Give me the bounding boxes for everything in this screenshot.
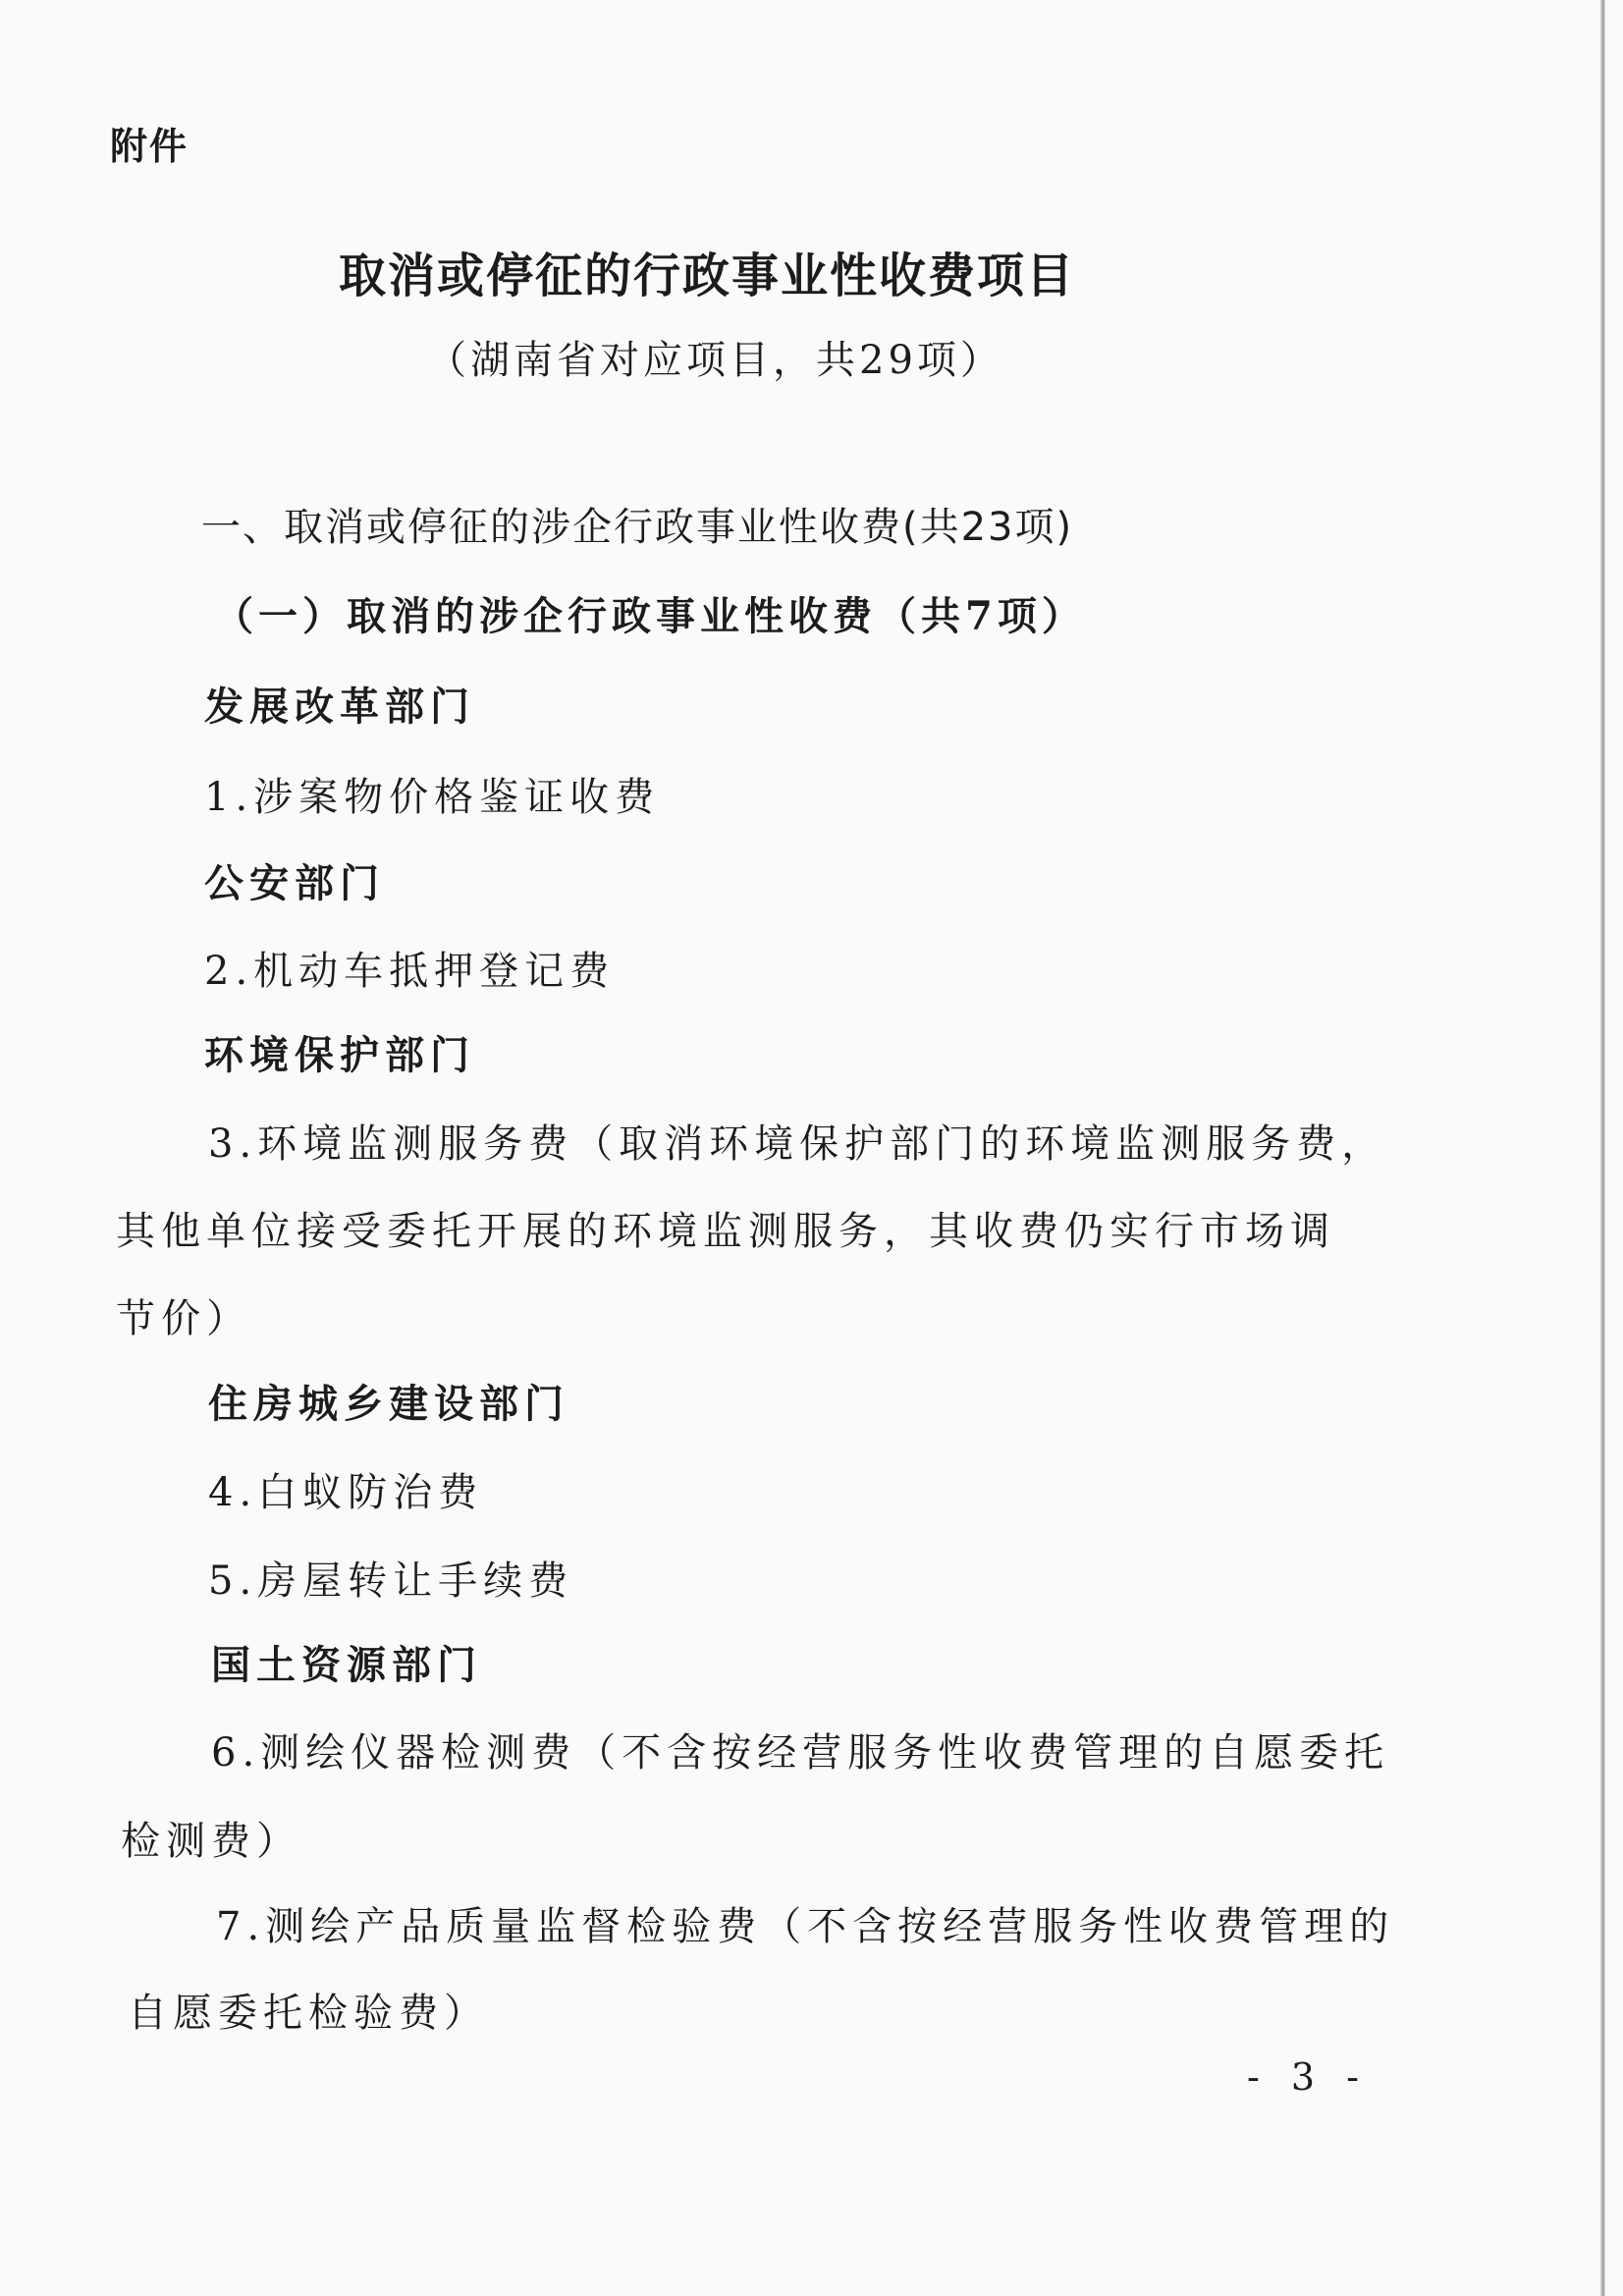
section-heading: 一、取消或停征的涉企行政事业性收费(共23项)	[201, 505, 1074, 550]
fee-item: 5.房屋转让手续费	[208, 1558, 574, 1604]
fee-item-line: 3.环境监测服务费（取消环境保护部门的环境监测服务费，	[208, 1121, 1387, 1167]
fee-item-line: 其他单位接受委托开展的环境监测服务，其收费仍实行市场调	[116, 1209, 1335, 1254]
department-heading: 公安部门	[204, 860, 385, 906]
page-edge	[1600, 0, 1605, 2296]
fee-item-line: 检测费）	[121, 1819, 301, 1864]
fee-item: 1.涉案物价格鉴证收费	[204, 775, 661, 820]
fee-item-line: 6.测绘仪器检测费（不含按经营服务性收费管理的自愿委托	[211, 1730, 1390, 1776]
page-number: - 3 -	[1247, 2055, 1370, 2099]
attachment-label: 附件	[110, 125, 189, 168]
fee-item-line: 自愿委托检验费）	[128, 1991, 489, 2036]
fee-item-line: 7.测绘产品质量监督检验费（不含按经营服务性收费管理的	[216, 1904, 1395, 1949]
fee-item-line: 节价）	[116, 1296, 251, 1341]
document-title: 取消或停征的行政事业性收费项目	[339, 248, 1076, 303]
document-subtitle: （湖南省对应项目，共29项）	[427, 338, 1003, 383]
department-heading: 发展改革部门	[204, 683, 475, 730]
fee-item: 4.白蚁防治费	[208, 1470, 484, 1515]
subsection-heading: （一）取消的涉企行政事业性收费（共7项）	[214, 593, 1086, 639]
fee-item: 2.机动车抵押登记费	[204, 949, 616, 994]
department-heading: 住房城乡建设部门	[208, 1381, 569, 1427]
department-heading: 环境保护部门	[204, 1032, 475, 1078]
department-heading: 国土资源部门	[211, 1642, 482, 1688]
